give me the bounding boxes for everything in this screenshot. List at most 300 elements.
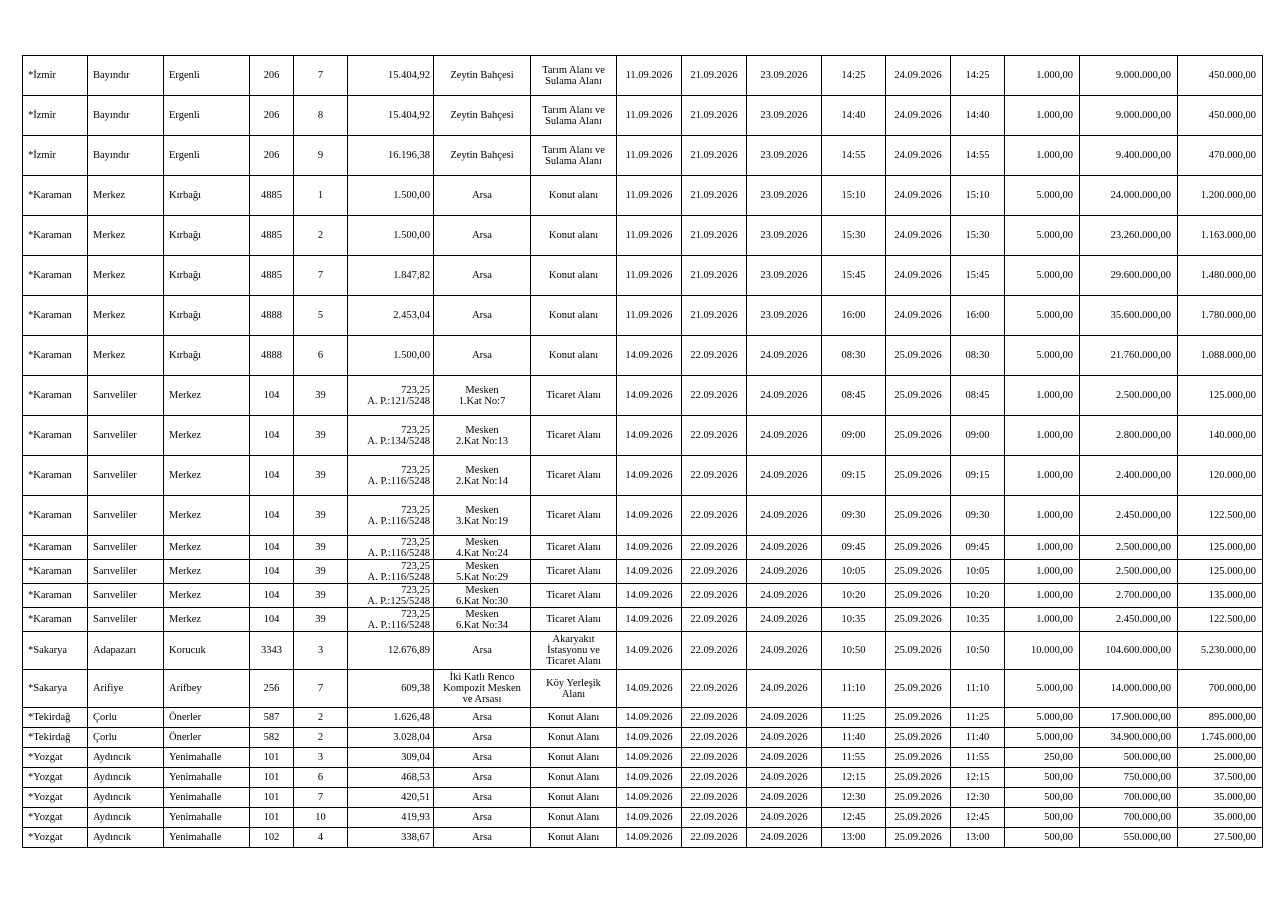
zoning-cell: Konut alanı: [531, 256, 617, 296]
auction-time-1-cell: 15:45: [822, 256, 886, 296]
appraised-value-cell: 21.760.000,00: [1080, 336, 1178, 376]
area-cell: 16.196,38: [348, 136, 434, 176]
neighborhood-cell: Ergenli: [164, 136, 250, 176]
neighborhood-cell: Önerler: [164, 708, 250, 728]
tender-date-cell: 22.09.2026: [682, 376, 747, 416]
block-cell: 3343: [250, 632, 294, 670]
zoning-cell: Konut alanı: [531, 176, 617, 216]
deposit-cell: 470.000,00: [1178, 136, 1263, 176]
parcel-cell: 2: [294, 728, 348, 748]
tender-date-cell: 21.09.2026: [682, 256, 747, 296]
block-cell: 104: [250, 608, 294, 632]
neighborhood-cell: Yenimahalle: [164, 768, 250, 788]
city-cell: *İzmir: [23, 136, 88, 176]
deposit-cell: 1.163.000,00: [1178, 216, 1263, 256]
deposit-cell: 1.745.000,00: [1178, 728, 1263, 748]
block-cell: 104: [250, 496, 294, 536]
auction-time-2-cell: 08:45: [951, 376, 1005, 416]
table-row: [23, 768, 1263, 788]
district-cell: Aydıncık: [88, 788, 164, 808]
quality-cell: Arsa: [434, 632, 531, 670]
zoning-cell: Konut alanı: [531, 336, 617, 376]
auction-time-2-cell: 11:10: [951, 670, 1005, 708]
appraised-value-cell: 2.450.000,00: [1080, 496, 1178, 536]
district-cell: Çorlu: [88, 708, 164, 728]
quality-cell: Arsa: [434, 748, 531, 768]
parcel-cell: 5: [294, 296, 348, 336]
city-cell: *Yozgat: [23, 808, 88, 828]
deposit-cell: 125.000,00: [1178, 560, 1263, 584]
table-row: [23, 788, 1263, 808]
tender-date-cell: 22.09.2026: [682, 670, 747, 708]
district-cell: Bayındır: [88, 96, 164, 136]
auction-time-2-cell: 11:25: [951, 708, 1005, 728]
appraised-value-cell: 500.000,00: [1080, 748, 1178, 768]
parcel-cell: 7: [294, 56, 348, 96]
quality-cell: Arsa: [434, 728, 531, 748]
appraised-value-cell: 2.400.000,00: [1080, 456, 1178, 496]
neighborhood-cell: Kırbağı: [164, 216, 250, 256]
appraised-value-cell: 550.000,00: [1080, 828, 1178, 848]
auction-date-2-cell: 24.09.2026: [886, 256, 951, 296]
parcel-cell: 6: [294, 768, 348, 788]
auction-time-2-cell: 12:30: [951, 788, 1005, 808]
announce-date-cell: 14.09.2026: [617, 336, 682, 376]
auction-time-2-cell: 14:40: [951, 96, 1005, 136]
zoning-cell: Konut alanı: [531, 216, 617, 256]
area-cell: 723,25 A. P.:116/5248: [348, 536, 434, 560]
auction-date-1-cell: 24.09.2026: [747, 416, 822, 456]
auction-date-2-cell: 24.09.2026: [886, 176, 951, 216]
parcel-cell: 6: [294, 336, 348, 376]
deposit-cell: 135.000,00: [1178, 584, 1263, 608]
block-cell: 101: [250, 748, 294, 768]
table-body: [23, 56, 1263, 848]
deposit-cell: 1.200.000,00: [1178, 176, 1263, 216]
auction-time-2-cell: 12:15: [951, 768, 1005, 788]
appraised-value-cell: 9.400.000,00: [1080, 136, 1178, 176]
deposit-cell: 35.000,00: [1178, 788, 1263, 808]
increment-cell: 1.000,00: [1005, 560, 1080, 584]
auction-time-2-cell: 13:00: [951, 828, 1005, 848]
area-cell: 12.676,89: [348, 632, 434, 670]
auction-date-1-cell: 23.09.2026: [747, 176, 822, 216]
zoning-cell: Konut Alanı: [531, 708, 617, 728]
city-cell: *Karaman: [23, 496, 88, 536]
auction-date-1-cell: 24.09.2026: [747, 608, 822, 632]
increment-cell: 1.000,00: [1005, 136, 1080, 176]
quality-cell: Arsa: [434, 296, 531, 336]
auction-date-2-cell: 25.09.2026: [886, 632, 951, 670]
announce-date-cell: 14.09.2026: [617, 728, 682, 748]
auction-time-2-cell: 10:50: [951, 632, 1005, 670]
auction-date-1-cell: 24.09.2026: [747, 632, 822, 670]
auction-time-2-cell: 09:30: [951, 496, 1005, 536]
announce-date-cell: 11.09.2026: [617, 296, 682, 336]
auction-date-1-cell: 23.09.2026: [747, 256, 822, 296]
announce-date-cell: 14.09.2026: [617, 376, 682, 416]
quality-cell: Mesken 6.Kat No:30: [434, 584, 531, 608]
neighborhood-cell: Arifbey: [164, 670, 250, 708]
increment-cell: 500,00: [1005, 808, 1080, 828]
district-cell: Arifiye: [88, 670, 164, 708]
district-cell: Sarıveliler: [88, 376, 164, 416]
increment-cell: 1.000,00: [1005, 376, 1080, 416]
neighborhood-cell: Merkez: [164, 584, 250, 608]
table-row: [23, 176, 1263, 216]
table-row: [23, 336, 1263, 376]
tender-date-cell: 22.09.2026: [682, 560, 747, 584]
zoning-cell: Ticaret Alanı: [531, 416, 617, 456]
table-row: [23, 670, 1263, 708]
auction-date-2-cell: 25.09.2026: [886, 416, 951, 456]
city-cell: *İzmir: [23, 56, 88, 96]
auction-time-2-cell: 10:20: [951, 584, 1005, 608]
auction-time-1-cell: 09:45: [822, 536, 886, 560]
table-row: [23, 828, 1263, 848]
neighborhood-cell: Kırbağı: [164, 336, 250, 376]
auction-time-2-cell: 14:25: [951, 56, 1005, 96]
auction-time-1-cell: 09:15: [822, 456, 886, 496]
appraised-value-cell: 750.000,00: [1080, 768, 1178, 788]
tender-date-cell: 21.09.2026: [682, 136, 747, 176]
increment-cell: 1.000,00: [1005, 496, 1080, 536]
quality-cell: Zeytin Bahçesi: [434, 56, 531, 96]
district-cell: Aydıncık: [88, 828, 164, 848]
tender-date-cell: 22.09.2026: [682, 456, 747, 496]
parcel-cell: 2: [294, 708, 348, 728]
block-cell: 101: [250, 768, 294, 788]
district-cell: Sarıveliler: [88, 608, 164, 632]
area-cell: 723,25 A. P.:125/5248: [348, 584, 434, 608]
zoning-cell: Konut Alanı: [531, 808, 617, 828]
city-cell: *Yozgat: [23, 828, 88, 848]
area-cell: 1.847,82: [348, 256, 434, 296]
district-cell: Sarıveliler: [88, 496, 164, 536]
neighborhood-cell: Kırbağı: [164, 296, 250, 336]
deposit-cell: 895.000,00: [1178, 708, 1263, 728]
increment-cell: 1.000,00: [1005, 584, 1080, 608]
announce-date-cell: 14.09.2026: [617, 708, 682, 728]
area-cell: 15.404,92: [348, 96, 434, 136]
district-cell: Merkez: [88, 256, 164, 296]
neighborhood-cell: Yenimahalle: [164, 828, 250, 848]
tender-date-cell: 22.09.2026: [682, 632, 747, 670]
parcel-cell: 2: [294, 216, 348, 256]
auction-date-2-cell: 25.09.2026: [886, 584, 951, 608]
increment-cell: 5.000,00: [1005, 670, 1080, 708]
announce-date-cell: 11.09.2026: [617, 176, 682, 216]
deposit-cell: 5.230.000,00: [1178, 632, 1263, 670]
district-cell: Sarıveliler: [88, 456, 164, 496]
increment-cell: 1.000,00: [1005, 96, 1080, 136]
auction-date-1-cell: 24.09.2026: [747, 708, 822, 728]
auction-date-1-cell: 24.09.2026: [747, 376, 822, 416]
area-cell: 723,25 A. P.:134/5248: [348, 416, 434, 456]
table-row: [23, 584, 1263, 608]
district-cell: Bayındır: [88, 56, 164, 96]
table-row: [23, 708, 1263, 728]
auction-date-2-cell: 25.09.2026: [886, 728, 951, 748]
neighborhood-cell: Kırbağı: [164, 176, 250, 216]
block-cell: 4888: [250, 336, 294, 376]
deposit-cell: 1.088.000,00: [1178, 336, 1263, 376]
auction-time-2-cell: 09:15: [951, 456, 1005, 496]
auction-date-2-cell: 24.09.2026: [886, 296, 951, 336]
deposit-cell: 450.000,00: [1178, 56, 1263, 96]
block-cell: 206: [250, 136, 294, 176]
increment-cell: 5.000,00: [1005, 216, 1080, 256]
area-cell: 1.500,00: [348, 216, 434, 256]
area-cell: 609,38: [348, 670, 434, 708]
auction-date-2-cell: 25.09.2026: [886, 748, 951, 768]
announce-date-cell: 14.09.2026: [617, 808, 682, 828]
announce-date-cell: 14.09.2026: [617, 670, 682, 708]
increment-cell: 10.000,00: [1005, 632, 1080, 670]
announce-date-cell: 14.09.2026: [617, 748, 682, 768]
area-cell: 723,25 A. P.:116/5248: [348, 496, 434, 536]
auction-date-2-cell: 25.09.2026: [886, 376, 951, 416]
auction-date-2-cell: 24.09.2026: [886, 136, 951, 176]
auction-date-2-cell: 25.09.2026: [886, 808, 951, 828]
city-cell: *Karaman: [23, 256, 88, 296]
tender-date-cell: 21.09.2026: [682, 296, 747, 336]
parcel-cell: 39: [294, 584, 348, 608]
quality-cell: Arsa: [434, 176, 531, 216]
auction-time-2-cell: 14:55: [951, 136, 1005, 176]
table-row: [23, 608, 1263, 632]
appraised-value-cell: 700.000,00: [1080, 788, 1178, 808]
city-cell: *Karaman: [23, 608, 88, 632]
district-cell: Sarıveliler: [88, 560, 164, 584]
block-cell: 104: [250, 536, 294, 560]
announce-date-cell: 11.09.2026: [617, 256, 682, 296]
block-cell: 4885: [250, 256, 294, 296]
parcel-cell: 3: [294, 632, 348, 670]
table-row: [23, 136, 1263, 176]
city-cell: *Yozgat: [23, 768, 88, 788]
auction-time-2-cell: 10:05: [951, 560, 1005, 584]
block-cell: 104: [250, 416, 294, 456]
parcel-cell: 3: [294, 748, 348, 768]
district-cell: Çorlu: [88, 728, 164, 748]
deposit-cell: 140.000,00: [1178, 416, 1263, 456]
auction-date-2-cell: 25.09.2026: [886, 608, 951, 632]
table-row: [23, 748, 1263, 768]
parcel-cell: 8: [294, 96, 348, 136]
announce-date-cell: 14.09.2026: [617, 584, 682, 608]
auction-time-1-cell: 12:45: [822, 808, 886, 828]
area-cell: 1.500,00: [348, 176, 434, 216]
increment-cell: 5.000,00: [1005, 336, 1080, 376]
auction-time-2-cell: 10:35: [951, 608, 1005, 632]
auction-date-2-cell: 24.09.2026: [886, 96, 951, 136]
quality-cell: Mesken 5.Kat No:29: [434, 560, 531, 584]
tender-date-cell: 22.09.2026: [682, 728, 747, 748]
auction-time-1-cell: 09:00: [822, 416, 886, 456]
area-cell: 338,67: [348, 828, 434, 848]
auction-date-1-cell: 23.09.2026: [747, 296, 822, 336]
neighborhood-cell: Kırbağı: [164, 256, 250, 296]
auction-date-1-cell: 24.09.2026: [747, 748, 822, 768]
city-cell: *Karaman: [23, 296, 88, 336]
tender-date-cell: 21.09.2026: [682, 176, 747, 216]
block-cell: 101: [250, 808, 294, 828]
quality-cell: Arsa: [434, 336, 531, 376]
appraised-value-cell: 2.500.000,00: [1080, 560, 1178, 584]
zoning-cell: Ticaret Alanı: [531, 608, 617, 632]
auction-date-1-cell: 23.09.2026: [747, 56, 822, 96]
auction-date-2-cell: 25.09.2026: [886, 496, 951, 536]
auction-time-1-cell: 10:20: [822, 584, 886, 608]
neighborhood-cell: Merkez: [164, 560, 250, 584]
auction-time-1-cell: 11:55: [822, 748, 886, 768]
district-cell: Adapazarı: [88, 632, 164, 670]
appraised-value-cell: 104.600.000,00: [1080, 632, 1178, 670]
auction-date-1-cell: 24.09.2026: [747, 560, 822, 584]
quality-cell: Mesken 3.Kat No:19: [434, 496, 531, 536]
auction-date-1-cell: 24.09.2026: [747, 728, 822, 748]
increment-cell: 5.000,00: [1005, 728, 1080, 748]
city-cell: *Yozgat: [23, 748, 88, 768]
tender-date-cell: 22.09.2026: [682, 708, 747, 728]
auction-date-2-cell: 25.09.2026: [886, 828, 951, 848]
neighborhood-cell: Korucuk: [164, 632, 250, 670]
block-cell: 206: [250, 56, 294, 96]
district-cell: Aydıncık: [88, 808, 164, 828]
deposit-cell: 125.000,00: [1178, 536, 1263, 560]
auction-time-1-cell: 14:40: [822, 96, 886, 136]
auction-time-1-cell: 11:40: [822, 728, 886, 748]
zoning-cell: Tarım Alanı ve Sulama Alanı: [531, 96, 617, 136]
announce-date-cell: 14.09.2026: [617, 828, 682, 848]
increment-cell: 5.000,00: [1005, 296, 1080, 336]
area-cell: 3.028,04: [348, 728, 434, 748]
neighborhood-cell: Merkez: [164, 608, 250, 632]
city-cell: *Karaman: [23, 584, 88, 608]
district-cell: Aydıncık: [88, 768, 164, 788]
auction-date-2-cell: 25.09.2026: [886, 336, 951, 376]
table-row: [23, 376, 1263, 416]
table-row: [23, 536, 1263, 560]
auction-date-1-cell: 23.09.2026: [747, 96, 822, 136]
tender-date-cell: 22.09.2026: [682, 828, 747, 848]
parcel-cell: 39: [294, 560, 348, 584]
deposit-cell: 25.000,00: [1178, 748, 1263, 768]
district-cell: Sarıveliler: [88, 584, 164, 608]
quality-cell: Arsa: [434, 216, 531, 256]
increment-cell: 1.000,00: [1005, 456, 1080, 496]
quality-cell: Mesken 4.Kat No:24: [434, 536, 531, 560]
deposit-cell: 122.500,00: [1178, 608, 1263, 632]
tender-date-cell: 22.09.2026: [682, 536, 747, 560]
auction-time-1-cell: 08:30: [822, 336, 886, 376]
increment-cell: 1.000,00: [1005, 536, 1080, 560]
zoning-cell: Ticaret Alanı: [531, 584, 617, 608]
appraised-value-cell: 14.000.000,00: [1080, 670, 1178, 708]
quality-cell: Arsa: [434, 256, 531, 296]
appraised-value-cell: 17.900.000,00: [1080, 708, 1178, 728]
city-cell: *Karaman: [23, 416, 88, 456]
auction-time-2-cell: 15:30: [951, 216, 1005, 256]
parcel-cell: 4: [294, 828, 348, 848]
tender-date-cell: 22.09.2026: [682, 496, 747, 536]
appraised-value-cell: 24.000.000,00: [1080, 176, 1178, 216]
district-cell: Merkez: [88, 336, 164, 376]
quality-cell: Mesken 1.Kat No:7: [434, 376, 531, 416]
parcel-cell: 10: [294, 808, 348, 828]
tender-date-cell: 21.09.2026: [682, 56, 747, 96]
auction-date-2-cell: 25.09.2026: [886, 536, 951, 560]
zoning-cell: Ticaret Alanı: [531, 560, 617, 584]
table-row: [23, 416, 1263, 456]
auction-date-1-cell: 24.09.2026: [747, 496, 822, 536]
auction-time-2-cell: 09:45: [951, 536, 1005, 560]
zoning-cell: Konut Alanı: [531, 788, 617, 808]
appraised-value-cell: 2.800.000,00: [1080, 416, 1178, 456]
auction-date-2-cell: 25.09.2026: [886, 708, 951, 728]
announce-date-cell: 14.09.2026: [617, 788, 682, 808]
announce-date-cell: 11.09.2026: [617, 56, 682, 96]
district-cell: Merkez: [88, 296, 164, 336]
increment-cell: 5.000,00: [1005, 176, 1080, 216]
neighborhood-cell: Ergenli: [164, 56, 250, 96]
quality-cell: Arsa: [434, 808, 531, 828]
zoning-cell: Konut Alanı: [531, 728, 617, 748]
block-cell: 104: [250, 584, 294, 608]
deposit-cell: 1.780.000,00: [1178, 296, 1263, 336]
deposit-cell: 700.000,00: [1178, 670, 1263, 708]
announce-date-cell: 14.09.2026: [617, 456, 682, 496]
auction-date-1-cell: 24.09.2026: [747, 336, 822, 376]
auction-date-1-cell: 23.09.2026: [747, 136, 822, 176]
increment-cell: 500,00: [1005, 768, 1080, 788]
auction-table: [22, 55, 1263, 848]
auction-time-1-cell: 13:00: [822, 828, 886, 848]
announce-date-cell: 14.09.2026: [617, 536, 682, 560]
district-cell: Aydıncık: [88, 748, 164, 768]
auction-time-2-cell: 11:40: [951, 728, 1005, 748]
tender-date-cell: 21.09.2026: [682, 96, 747, 136]
auction-date-1-cell: 24.09.2026: [747, 808, 822, 828]
deposit-cell: 125.000,00: [1178, 376, 1263, 416]
parcel-cell: 39: [294, 456, 348, 496]
area-cell: 1.626,48: [348, 708, 434, 728]
city-cell: *Sakarya: [23, 632, 88, 670]
auction-time-1-cell: 08:45: [822, 376, 886, 416]
auction-time-1-cell: 11:10: [822, 670, 886, 708]
district-cell: Merkez: [88, 216, 164, 256]
increment-cell: 1.000,00: [1005, 56, 1080, 96]
announce-date-cell: 11.09.2026: [617, 96, 682, 136]
block-cell: 101: [250, 788, 294, 808]
auction-date-1-cell: 24.09.2026: [747, 788, 822, 808]
zoning-cell: Akaryakıt İstasyonu ve Ticaret Alanı: [531, 632, 617, 670]
city-cell: *Karaman: [23, 376, 88, 416]
announce-date-cell: 14.09.2026: [617, 416, 682, 456]
auction-date-1-cell: 24.09.2026: [747, 456, 822, 496]
district-cell: Merkez: [88, 176, 164, 216]
zoning-cell: Konut alanı: [531, 296, 617, 336]
district-cell: Sarıveliler: [88, 536, 164, 560]
quality-cell: Arsa: [434, 828, 531, 848]
block-cell: 104: [250, 376, 294, 416]
block-cell: 4888: [250, 296, 294, 336]
announce-date-cell: 11.09.2026: [617, 136, 682, 176]
auction-date-2-cell: 25.09.2026: [886, 788, 951, 808]
auction-date-1-cell: 24.09.2026: [747, 584, 822, 608]
auction-date-1-cell: 24.09.2026: [747, 768, 822, 788]
